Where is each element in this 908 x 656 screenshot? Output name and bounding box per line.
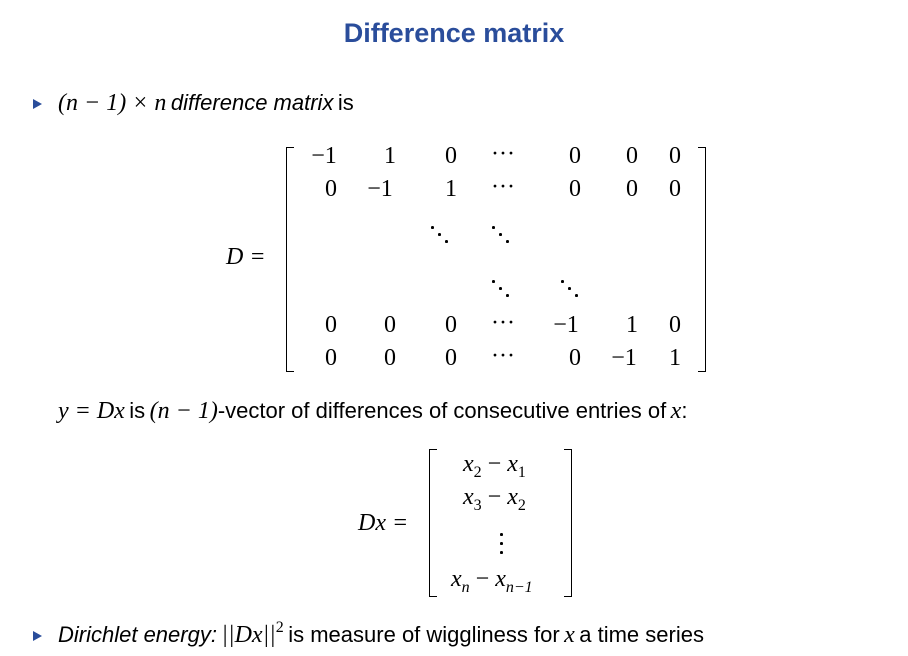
- bullet-2-norm: ||Dx||: [221, 622, 276, 648]
- bullet-2-rest: is measure of wiggliness for: [288, 622, 560, 647]
- matrix-cell: 0: [669, 176, 681, 202]
- minus-sign: −: [475, 566, 490, 592]
- line-2-rest: -vector of differences of consecutive entries of: [217, 398, 667, 423]
- matrix-cell: −1: [367, 176, 393, 202]
- matrix-cell: 0: [569, 345, 581, 371]
- ddot: [445, 240, 448, 243]
- vector-row: [463, 451, 526, 482]
- matrix-cell: 0: [445, 312, 457, 338]
- matrix-cell: 0: [384, 312, 396, 338]
- line-2-math-n: (n − 1): [149, 398, 218, 424]
- vector-var: x: [463, 484, 474, 510]
- matrix-cell: 0: [445, 143, 457, 169]
- bullet-2-x: x: [564, 622, 575, 648]
- bullet-1-suffix: is: [337, 90, 354, 115]
- matrix-d-label: D =: [226, 244, 266, 270]
- vector-sub: n: [461, 578, 470, 596]
- matrix-cell: 0: [325, 176, 337, 202]
- matrix-cell: 1: [384, 143, 396, 169]
- line-2-is: is: [129, 398, 146, 423]
- ddot: [431, 226, 434, 229]
- vector-sub: 2: [473, 463, 482, 481]
- vector-var: x: [463, 451, 474, 477]
- matrix-cell: ···: [491, 141, 515, 167]
- matrix-cell: 0: [669, 312, 681, 338]
- matrix-cell: 1: [669, 345, 681, 371]
- matrix-cell: ···: [491, 310, 515, 336]
- matrix-cell: 0: [384, 345, 396, 371]
- matrix-cell: 0: [325, 345, 337, 371]
- vector-var: x: [507, 484, 518, 510]
- vector-sub: 2: [517, 496, 526, 514]
- matrix-cell: 1: [626, 312, 638, 338]
- vector-var: x: [507, 451, 518, 477]
- ddot: [499, 287, 502, 290]
- vector-dx-left-bracket: [429, 449, 437, 597]
- vector-dx-right-bracket: [564, 449, 572, 597]
- ddot: [438, 233, 441, 236]
- ddot: [492, 226, 495, 229]
- bullet-arrow-icon: [33, 99, 42, 109]
- minus-sign: −: [487, 451, 502, 477]
- page-title: Difference matrix: [343, 18, 565, 48]
- vdot: [500, 551, 503, 554]
- matrix-d-left-bracket: [286, 147, 294, 372]
- vector-var: x: [495, 566, 506, 592]
- ddot: [568, 287, 571, 290]
- line-2-math-y: y = Dx: [58, 398, 125, 424]
- ddot: [492, 280, 495, 283]
- vector-sub: n−1: [505, 578, 533, 596]
- vector-dx-label: Dx =: [358, 510, 409, 536]
- vdot: [500, 533, 503, 536]
- bullet-arrow-icon: [33, 631, 42, 641]
- matrix-cell: 0: [626, 143, 638, 169]
- vector-var: x: [451, 566, 462, 592]
- vector-sub: 3: [473, 496, 482, 514]
- ddot: [506, 294, 509, 297]
- matrix-cell: −1: [553, 312, 579, 338]
- matrix-cell: 0: [669, 143, 681, 169]
- bullet-1-italic: difference matrix: [170, 90, 334, 115]
- matrix-cell: 0: [569, 143, 581, 169]
- line-2-colon: :: [681, 398, 688, 423]
- ddot: [499, 233, 502, 236]
- bullet-2-sup: 2: [275, 618, 284, 636]
- line-2: [58, 398, 687, 425]
- bullet-2-italic: Dirichlet energy:: [58, 622, 217, 647]
- matrix-cell: −1: [311, 143, 337, 169]
- line-2-math-x: x: [670, 398, 682, 424]
- matrix-cell: 0: [626, 176, 638, 202]
- matrix-cell: 0: [569, 176, 581, 202]
- vdot: [500, 542, 503, 545]
- vector-sub: 1: [517, 463, 526, 481]
- vector-row: [451, 566, 533, 597]
- matrix-cell: −1: [611, 345, 637, 371]
- minus-sign: −: [487, 484, 502, 510]
- ddot: [561, 280, 564, 283]
- matrix-cell: 0: [445, 345, 457, 371]
- matrix-cell: 0: [325, 312, 337, 338]
- bullet-2-end: a time series: [579, 622, 704, 647]
- matrix-cell: 1: [445, 176, 457, 202]
- matrix-cell: ···: [491, 343, 515, 369]
- bullet-2: [58, 618, 704, 649]
- ddot: [575, 294, 578, 297]
- matrix-cell: ···: [491, 174, 515, 200]
- vector-row: [463, 484, 526, 515]
- bullet-1: [58, 90, 354, 117]
- bullet-1-math: (n − 1) × n: [58, 90, 167, 116]
- ddot: [506, 240, 509, 243]
